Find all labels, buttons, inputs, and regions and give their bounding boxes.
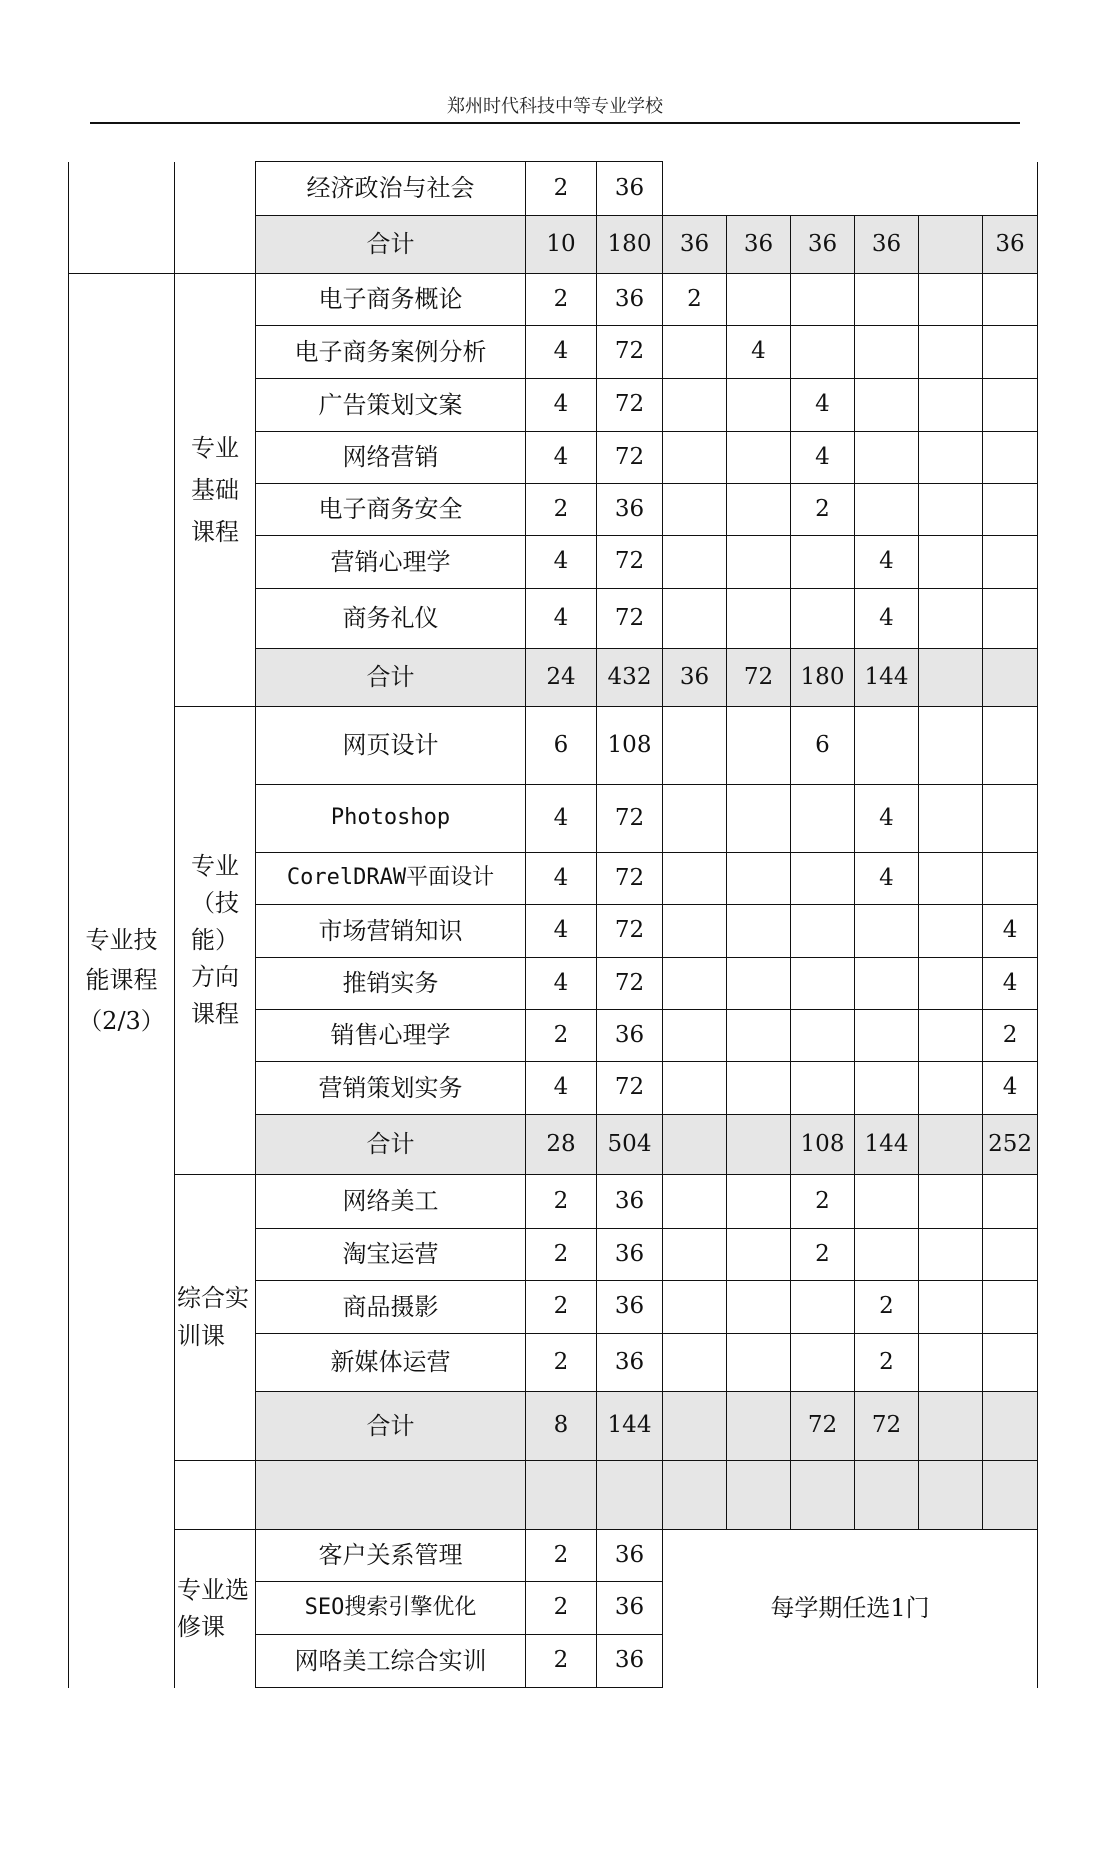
- s1: [663, 785, 727, 853]
- group-line: 方向: [191, 963, 239, 992]
- credits: 2: [526, 484, 597, 536]
- s5: [919, 853, 983, 905]
- course-name: 淘宝运营: [256, 1229, 526, 1281]
- s2: [727, 589, 791, 649]
- course-name: 电子商务安全: [256, 484, 526, 536]
- group-direction-courses: [175, 707, 256, 1175]
- s2: 4: [727, 326, 791, 379]
- s1: [663, 379, 727, 432]
- s1: [663, 536, 727, 589]
- course-name: 营销心理学: [256, 536, 526, 589]
- group-line: 课程: [191, 518, 239, 546]
- total-label: 合计: [256, 1115, 526, 1175]
- s4: [855, 1175, 919, 1229]
- table-row: [69, 1175, 1038, 1229]
- s5: [919, 1010, 983, 1062]
- category-cell-prev: [69, 162, 175, 274]
- s3: [791, 1010, 855, 1062]
- hours: 72: [597, 853, 663, 905]
- s5: [919, 326, 983, 379]
- s3: [791, 1062, 855, 1115]
- s6: [983, 1175, 1038, 1229]
- hours: 72: [597, 905, 663, 958]
- credits: 2: [526, 1530, 597, 1582]
- s4: [855, 1062, 919, 1115]
- blank-group-cell: [175, 1461, 256, 1530]
- s4: [855, 1010, 919, 1062]
- hours: 36: [597, 1635, 663, 1688]
- table-row: [69, 707, 1038, 785]
- course-name: 电子商务案例分析: [256, 326, 526, 379]
- total-s4: 144: [855, 649, 919, 707]
- s2: [727, 707, 791, 785]
- group-line: 训课: [177, 1321, 225, 1350]
- s5: [919, 1334, 983, 1392]
- s1: [663, 958, 727, 1010]
- s6: [983, 1334, 1038, 1392]
- s3: [791, 1334, 855, 1392]
- s5: [919, 785, 983, 853]
- s4: 2: [855, 1334, 919, 1392]
- course-name: 网页设计: [256, 707, 526, 785]
- s5: [919, 1062, 983, 1115]
- s5: [919, 1175, 983, 1229]
- s6: [983, 379, 1038, 432]
- s3: [791, 905, 855, 958]
- s2: [727, 785, 791, 853]
- s6: [983, 484, 1038, 536]
- category-professional-skills: [69, 274, 175, 1688]
- credits: 4: [526, 326, 597, 379]
- credits: 2: [526, 1175, 597, 1229]
- credits: 4: [526, 432, 597, 484]
- s3: 2: [791, 1175, 855, 1229]
- group-line: 能）: [191, 925, 239, 954]
- group-line: 专业选: [177, 1575, 249, 1604]
- s2: [727, 905, 791, 958]
- s2: [727, 1334, 791, 1392]
- s3: [791, 1281, 855, 1334]
- s1: [663, 853, 727, 905]
- s3: 6: [791, 707, 855, 785]
- s5: [919, 379, 983, 432]
- credits: 2: [526, 1334, 597, 1392]
- curriculum-table: [68, 161, 1038, 1688]
- total-credits: 8: [526, 1392, 597, 1461]
- s1: [663, 326, 727, 379]
- total-s6: [983, 1392, 1038, 1461]
- s6: 4: [983, 958, 1038, 1010]
- s1: [663, 1334, 727, 1392]
- credits: 2: [526, 1582, 597, 1635]
- category-line: 能课程: [85, 966, 158, 995]
- hours: 72: [597, 958, 663, 1010]
- total-s4: 144: [855, 1115, 919, 1175]
- total-s6: [983, 649, 1038, 707]
- group-line: 综合实: [177, 1284, 249, 1313]
- s4: [855, 707, 919, 785]
- table-row: [69, 1530, 1038, 1582]
- s1: [663, 1229, 727, 1281]
- group-basic-courses: [175, 274, 256, 707]
- s3: [791, 536, 855, 589]
- s5: [919, 274, 983, 326]
- s5: [919, 707, 983, 785]
- hours: 36: [597, 1530, 663, 1582]
- hours: 36: [597, 1334, 663, 1392]
- s1: 2: [663, 274, 727, 326]
- course-name: SEO搜索引擎优化: [256, 1582, 526, 1635]
- s6: [983, 589, 1038, 649]
- s1: [663, 589, 727, 649]
- total-s3: 180: [791, 649, 855, 707]
- s1: [663, 707, 727, 785]
- s4: [855, 958, 919, 1010]
- hours: 36: [597, 484, 663, 536]
- total-hours: 432: [597, 649, 663, 707]
- total-s2: [727, 1115, 791, 1175]
- total-label: 合计: [256, 1392, 526, 1461]
- s6: 4: [983, 905, 1038, 958]
- total-label: 合计: [256, 649, 526, 707]
- s6: [983, 1229, 1038, 1281]
- s2: [727, 484, 791, 536]
- s1: [663, 1281, 727, 1334]
- course-name: 广告策划文案: [256, 379, 526, 432]
- s1: [663, 905, 727, 958]
- total-s4: 36: [855, 216, 919, 274]
- credits: 2: [526, 162, 597, 216]
- category-line: 专业技: [85, 925, 158, 954]
- s4: 4: [855, 589, 919, 649]
- group-line: 修课: [177, 1612, 225, 1641]
- total-credits: 24: [526, 649, 597, 707]
- group-line: 基础: [191, 476, 239, 504]
- s4: 4: [855, 853, 919, 905]
- s1: [663, 432, 727, 484]
- total-s2: [727, 1392, 791, 1461]
- course-name: 客户关系管理: [256, 1530, 526, 1582]
- course-name: 商品摄影: [256, 1281, 526, 1334]
- s3: 2: [791, 484, 855, 536]
- course-name: 营销策划实务: [256, 1062, 526, 1115]
- credits: 6: [526, 707, 597, 785]
- s5: [919, 484, 983, 536]
- total-credits: 28: [526, 1115, 597, 1175]
- blank-cell: [983, 1461, 1038, 1530]
- hours: 72: [597, 589, 663, 649]
- course-name: 销售心理学: [256, 1010, 526, 1062]
- s1: [663, 1062, 727, 1115]
- hours: 72: [597, 432, 663, 484]
- group-elective-courses: [175, 1530, 256, 1688]
- credits: 4: [526, 589, 597, 649]
- total-s4: 72: [855, 1392, 919, 1461]
- table-row: [69, 274, 1038, 326]
- s5: [919, 958, 983, 1010]
- s6: [983, 853, 1038, 905]
- elective-note: 每学期任选1门: [663, 1530, 1038, 1688]
- hours: 72: [597, 379, 663, 432]
- s2: [727, 1281, 791, 1334]
- total-s5: [919, 1115, 983, 1175]
- blank-cell: [791, 1461, 855, 1530]
- s3: [791, 326, 855, 379]
- group-line: （技: [191, 888, 239, 917]
- s3: [791, 589, 855, 649]
- s2: [727, 432, 791, 484]
- hours: 36: [597, 1229, 663, 1281]
- blank-cell: [256, 1461, 526, 1530]
- hours: 108: [597, 707, 663, 785]
- credits: 4: [526, 379, 597, 432]
- s4: 4: [855, 785, 919, 853]
- s2: [727, 274, 791, 326]
- blank-row: [69, 1461, 1038, 1530]
- s5: [919, 1281, 983, 1334]
- total-hours: 144: [597, 1392, 663, 1461]
- s6: [983, 536, 1038, 589]
- credits: 4: [526, 853, 597, 905]
- group-cell-prev: [175, 162, 256, 274]
- course-name: 网络美工: [256, 1175, 526, 1229]
- course-name: 网咯美工综合实训: [256, 1635, 526, 1688]
- credits: 4: [526, 1062, 597, 1115]
- s5: [919, 432, 983, 484]
- credits: 2: [526, 274, 597, 326]
- credits: 2: [526, 1010, 597, 1062]
- credits: 4: [526, 536, 597, 589]
- s3: 2: [791, 1229, 855, 1281]
- hours: 36: [597, 1175, 663, 1229]
- blank-cell: [663, 1461, 727, 1530]
- s2: [727, 379, 791, 432]
- s2: [727, 853, 791, 905]
- s3: 4: [791, 379, 855, 432]
- s6: 4: [983, 1062, 1038, 1115]
- total-s5: [919, 1392, 983, 1461]
- course-name: 新媒体运营: [256, 1334, 526, 1392]
- hours: 36: [597, 162, 663, 216]
- group-line: 专业: [191, 434, 239, 462]
- total-s3: 72: [791, 1392, 855, 1461]
- blank-cell: [597, 1461, 663, 1530]
- total-credits: 10: [526, 216, 597, 274]
- credits: 4: [526, 958, 597, 1010]
- course-name: 市场营销知识: [256, 905, 526, 958]
- s5: [919, 589, 983, 649]
- page-header: 郑州时代科技中等专业学校: [447, 96, 663, 117]
- total-hours: 504: [597, 1115, 663, 1175]
- group-line: 课程: [191, 1000, 239, 1029]
- s4: [855, 1229, 919, 1281]
- total-s1: 36: [663, 216, 727, 274]
- blank-cell: [526, 1461, 597, 1530]
- category-line: （2/3）: [78, 1007, 165, 1036]
- course-name: 商务礼仪: [256, 589, 526, 649]
- hours: 36: [597, 1582, 663, 1635]
- s3: [791, 274, 855, 326]
- course-name: 电子商务概论: [256, 274, 526, 326]
- s1: [663, 1010, 727, 1062]
- s2: [727, 958, 791, 1010]
- group-training-courses: [175, 1175, 256, 1461]
- hours: 72: [597, 326, 663, 379]
- s2: [727, 536, 791, 589]
- s3: [791, 853, 855, 905]
- empty-span: [663, 162, 1038, 216]
- s6: [983, 785, 1038, 853]
- s1: [663, 484, 727, 536]
- s5: [919, 536, 983, 589]
- s2: [727, 1229, 791, 1281]
- course-name: Photoshop: [256, 785, 526, 853]
- header-rule: [90, 122, 1020, 124]
- total-hours: 180: [597, 216, 663, 274]
- total-s1: [663, 1392, 727, 1461]
- s5: [919, 1229, 983, 1281]
- s3: 4: [791, 432, 855, 484]
- s2: [727, 1175, 791, 1229]
- hours: 36: [597, 1281, 663, 1334]
- total-s6: 36: [983, 216, 1038, 274]
- hours: 36: [597, 1010, 663, 1062]
- total-s3: 108: [791, 1115, 855, 1175]
- s3: [791, 958, 855, 1010]
- total-s1: [663, 1115, 727, 1175]
- s2: [727, 1010, 791, 1062]
- s4: [855, 326, 919, 379]
- hours: 72: [597, 1062, 663, 1115]
- hours: 72: [597, 785, 663, 853]
- credits: 2: [526, 1229, 597, 1281]
- s1: [663, 1175, 727, 1229]
- s2: [727, 1062, 791, 1115]
- s4: [855, 274, 919, 326]
- s4: [855, 432, 919, 484]
- total-s5: [919, 649, 983, 707]
- total-s2: 36: [727, 216, 791, 274]
- total-s6: 252: [983, 1115, 1038, 1175]
- hours: 36: [597, 274, 663, 326]
- credits: 2: [526, 1635, 597, 1688]
- total-label: 合计: [256, 216, 526, 274]
- s6: [983, 274, 1038, 326]
- credits: 2: [526, 1281, 597, 1334]
- s6: 2: [983, 1010, 1038, 1062]
- table-row: [69, 162, 1038, 216]
- s4: 4: [855, 536, 919, 589]
- s5: [919, 905, 983, 958]
- blank-cell: [727, 1461, 791, 1530]
- total-s3: 36: [791, 216, 855, 274]
- s3: [791, 785, 855, 853]
- course-name: 经济政治与社会: [256, 162, 526, 216]
- total-s2: 72: [727, 649, 791, 707]
- s4: [855, 379, 919, 432]
- course-name: 推销实务: [256, 958, 526, 1010]
- s6: [983, 1281, 1038, 1334]
- s4: 2: [855, 1281, 919, 1334]
- credits: 4: [526, 785, 597, 853]
- group-line: 专业: [191, 851, 239, 880]
- course-name: CorelDRAW平面设计: [256, 853, 526, 905]
- blank-cell: [919, 1461, 983, 1530]
- s4: [855, 905, 919, 958]
- course-name: 网络营销: [256, 432, 526, 484]
- credits: 4: [526, 905, 597, 958]
- hours: 72: [597, 536, 663, 589]
- s6: [983, 326, 1038, 379]
- total-s5: [919, 216, 983, 274]
- s6: [983, 432, 1038, 484]
- total-s1: 36: [663, 649, 727, 707]
- blank-cell: [855, 1461, 919, 1530]
- s4: [855, 484, 919, 536]
- s6: [983, 707, 1038, 785]
